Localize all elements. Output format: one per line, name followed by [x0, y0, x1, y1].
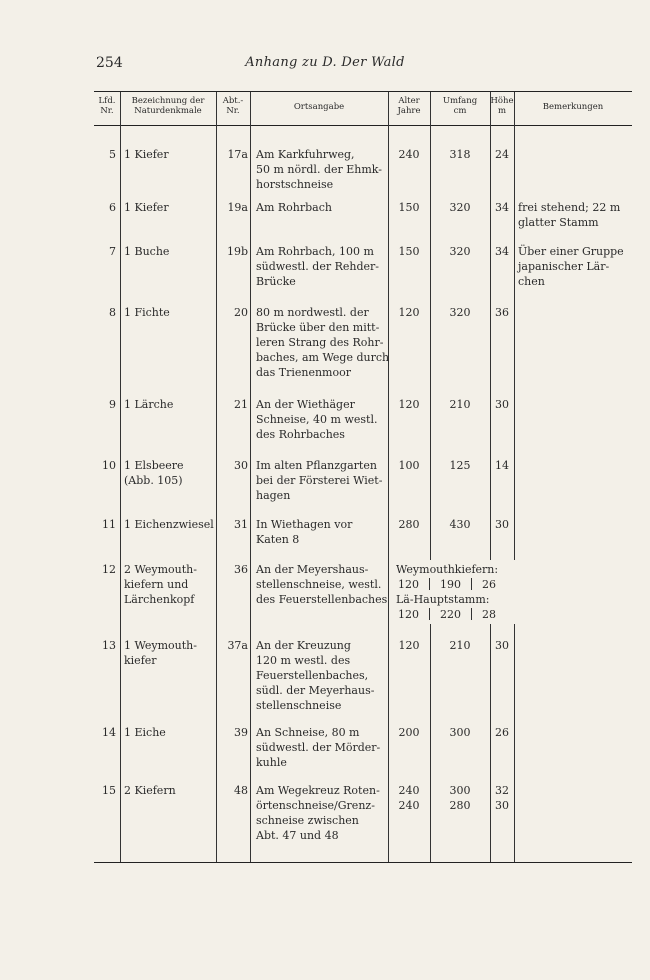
cell-ortsangabe-line: An Schneise, 80 m — [256, 726, 360, 739]
cell-ortsangabe-line: Abt. 47 und 48 — [256, 829, 339, 842]
cell-ortsangabe-line: In Wiethagen vor — [256, 518, 353, 531]
row-number-line: 11 — [102, 518, 116, 531]
page-number: 254 — [96, 55, 123, 71]
cell-bezeichnung — [124, 725, 216, 740]
cell-bemerkungen-line: japanischer Lär- — [518, 260, 610, 273]
row-number — [94, 517, 116, 532]
cell-umfang — [430, 783, 490, 813]
row-number — [94, 783, 116, 798]
cell-umfang-line: 320 — [449, 245, 471, 258]
cell-hoehe — [490, 244, 514, 259]
cell-hoehe — [490, 517, 514, 532]
cell-ortsangabe-line: Am Karkfuhrweg, — [256, 148, 355, 161]
cell-alter — [388, 397, 430, 412]
cell-alter-line: 240 — [398, 148, 420, 161]
cell-alter-line: 200 — [398, 726, 420, 739]
cell-abt — [218, 200, 248, 215]
cell-ortsangabe-line: des Rohrbaches — [256, 428, 345, 441]
cell-hoehe-line: 14 — [495, 459, 509, 472]
cell-alter — [388, 458, 430, 473]
cell-hoehe-line: 26 — [495, 726, 509, 739]
row-number-line: 12 — [102, 563, 116, 576]
cell-umfang — [430, 147, 490, 162]
cell-alter — [388, 517, 430, 532]
cell-umfang-line: 210 — [449, 398, 471, 411]
span-values — [398, 607, 496, 622]
cell-umfang-line: 125 — [449, 459, 471, 472]
cell-ortsangabe-line: baches, am Wege durch — [256, 351, 390, 364]
cell-ortsangabe-line: kuhle — [256, 756, 287, 769]
monument-table — [94, 91, 632, 863]
cell-bezeichnung-line: 1 Kiefer — [124, 148, 169, 161]
running-head: Anhang zu D. Der Wald — [245, 55, 405, 70]
cell-bemerkungen — [518, 200, 630, 230]
cell-alter — [388, 244, 430, 259]
cell-umfang-line: 318 — [449, 148, 471, 161]
header-lfd: Lfd. Nr. — [98, 96, 116, 116]
cell-ortsangabe-line: südwestl. der Mörder- — [256, 741, 381, 754]
cell-ortsangabe-line: Katen 8 — [256, 533, 300, 546]
header-bemerkungen: Bemerkungen — [542, 102, 604, 112]
cell-alter — [388, 200, 430, 215]
cell-ortsangabe-line: 80 m nordwestl. der — [256, 306, 369, 319]
cell-abt — [218, 458, 248, 473]
cell-bezeichnung-line: 2 Kiefern — [124, 784, 176, 797]
cell-ortsangabe-line: örtenschneise/Grenz- — [256, 799, 375, 812]
column-rule — [250, 92, 251, 862]
header-rule — [94, 125, 632, 126]
cell-umfang — [430, 244, 490, 259]
cell-umfang — [430, 397, 490, 412]
value-separator — [429, 608, 430, 620]
row-number-line: 6 — [109, 201, 116, 214]
header-bezeichnung: Bezeichnung der Naturdenkmale — [131, 96, 205, 116]
cell-alter — [388, 638, 430, 653]
cell-alter — [388, 725, 430, 740]
cell-bemerkungen-line: glatter Stamm — [518, 216, 599, 229]
row-number-line: 5 — [109, 148, 116, 161]
cell-abt — [218, 638, 248, 653]
cell-bezeichnung-line: 2 Weymouth- — [124, 563, 197, 576]
cell-ortsangabe-line: schneise zwischen — [256, 814, 359, 827]
row-number — [94, 147, 116, 162]
cell-bezeichnung — [124, 200, 216, 215]
cell-ortsangabe-line: stellenschneise — [256, 699, 342, 712]
row-number — [94, 458, 116, 473]
cell-abt-line: 31 — [234, 518, 248, 531]
cell-ortsangabe-line: südwestl. der Rehder- — [256, 260, 379, 273]
cell-ortsangabe-line: 50 m nördl. der Ehmk- — [256, 163, 382, 176]
header-abt: Abt.- Nr. — [222, 96, 244, 116]
cell-bezeichnung-line: (Abb. 105) — [124, 474, 183, 487]
row-number — [94, 244, 116, 259]
cell-hoehe — [490, 458, 514, 473]
cell-bezeichnung-line: 1 Lärche — [124, 398, 174, 411]
cell-ortsangabe — [256, 517, 386, 547]
span-value: 120 — [398, 578, 419, 591]
cell-ortsangabe — [256, 244, 386, 289]
cell-umfang-line: 320 — [449, 201, 471, 214]
cell-ortsangabe-line: Schneise, 40 m westl. — [256, 413, 378, 426]
cell-hoehe-line: 36 — [495, 306, 509, 319]
cell-ortsangabe-line: Im alten Pflanzgarten — [256, 459, 377, 472]
cell-ortsangabe-line: Am Rohrbach, 100 m — [256, 245, 374, 258]
cell-hoehe — [490, 638, 514, 653]
row-number-line: 8 — [109, 306, 116, 319]
cell-abt — [218, 562, 248, 577]
span-heading: Weymouthkiefern: — [396, 563, 499, 576]
row-number-line: 7 — [109, 245, 116, 258]
value-separator — [429, 578, 430, 590]
cell-alter-line: 150 — [398, 245, 420, 258]
cell-hoehe-line: 32 — [495, 784, 509, 797]
span-heading: Lä-Hauptstamm: — [396, 593, 490, 606]
cell-ortsangabe-line: An der Wiethäger — [256, 398, 355, 411]
cell-umfang — [430, 458, 490, 473]
cell-bezeichnung — [124, 638, 216, 668]
cell-bezeichnung-line: 1 Fichte — [124, 306, 170, 319]
value-separator — [471, 578, 472, 590]
cell-abt-line: 30 — [234, 459, 248, 472]
cell-alter-line: 240 — [398, 784, 420, 797]
row-number — [94, 200, 116, 215]
value-separator — [471, 608, 472, 620]
cell-abt — [218, 147, 248, 162]
row-number — [94, 305, 116, 320]
cell-ortsangabe — [256, 725, 386, 770]
cell-ortsangabe-line: An der Kreuzung — [256, 639, 351, 652]
cell-ortsangabe-line: leren Strang des Rohr- — [256, 336, 384, 349]
cell-bemerkungen-line: chen — [518, 275, 545, 288]
cell-bezeichnung — [124, 397, 216, 412]
cell-ortsangabe-line: das Trienenmoor — [256, 366, 351, 379]
cell-bezeichnung-line: 1 Elsbeere — [124, 459, 184, 472]
cell-hoehe-line: 30 — [495, 799, 509, 812]
cell-alter — [388, 305, 430, 320]
span-value: 28 — [482, 608, 496, 621]
cell-ortsangabe-line: südl. der Meyerhaus- — [256, 684, 375, 697]
column-rule — [120, 92, 121, 862]
cell-umfang-line: 210 — [449, 639, 471, 652]
cell-abt — [218, 244, 248, 259]
cell-umfang-line: 430 — [449, 518, 471, 531]
cell-abt — [218, 305, 248, 320]
cell-umfang — [430, 638, 490, 653]
cell-ortsangabe-line: Feuerstellenbaches, — [256, 669, 369, 682]
cell-umfang — [430, 725, 490, 740]
row-number-line: 15 — [102, 784, 116, 797]
header-hoehe: Höhe m — [490, 96, 514, 116]
cell-ortsangabe-line: des Feuerstellenbaches — [256, 593, 388, 606]
cell-alter-line: 150 — [398, 201, 420, 214]
cell-umfang-line: 320 — [449, 306, 471, 319]
span-value: 120 — [398, 608, 419, 621]
span-value: 26 — [482, 578, 496, 591]
row-number-line: 13 — [102, 639, 116, 652]
cell-hoehe-line: 30 — [495, 398, 509, 411]
cell-ortsangabe — [256, 397, 386, 442]
column-rule — [216, 92, 217, 862]
cell-bezeichnung-line: kiefer — [124, 654, 157, 667]
cell-ortsangabe-line: bei der Försterei Wiet- — [256, 474, 383, 487]
cell-ortsangabe — [256, 458, 386, 503]
cell-alter-line: 120 — [398, 306, 420, 319]
cell-hoehe — [490, 397, 514, 412]
cell-hoehe — [490, 200, 514, 215]
column-rule — [514, 92, 515, 862]
cell-bezeichnung-line: 1 Eiche — [124, 726, 166, 739]
span-value: 220 — [440, 608, 461, 621]
cell-bemerkungen — [518, 244, 630, 289]
cell-ortsangabe — [256, 783, 386, 843]
cell-bezeichnung-line: Lärchenkopf — [124, 593, 195, 606]
span-values — [398, 577, 496, 592]
cell-hoehe — [490, 305, 514, 320]
cell-abt — [218, 725, 248, 740]
cell-abt-line: 48 — [234, 784, 248, 797]
cell-abt-line: 37a — [227, 639, 248, 652]
cell-bezeichnung-line: 1 Kiefer — [124, 201, 169, 214]
cell-hoehe-line: 34 — [495, 245, 509, 258]
cell-umfang-line: 280 — [449, 799, 471, 812]
cell-alter — [388, 783, 430, 813]
cell-ortsangabe — [256, 305, 390, 380]
cell-abt — [218, 783, 248, 798]
row-number-line: 9 — [109, 398, 116, 411]
header-umfang: Umfang cm — [442, 96, 478, 116]
cell-bezeichnung — [124, 458, 216, 488]
cell-alter-line: 100 — [398, 459, 420, 472]
cell-alter — [388, 147, 430, 162]
cell-abt-line: 17a — [227, 148, 248, 161]
cell-ortsangabe-line: An der Meyershaus- — [256, 563, 369, 576]
cell-umfang-line: 300 — [449, 726, 471, 739]
header-alter: Alter Jahre — [397, 96, 421, 116]
cell-umfang-line: 300 — [449, 784, 471, 797]
span-value: 190 — [440, 578, 461, 591]
cell-bezeichnung-line: 1 Eichenzwiesel — [124, 518, 214, 531]
cell-ortsangabe — [256, 562, 386, 607]
cell-umfang — [430, 517, 490, 532]
cell-alter-line: 120 — [398, 639, 420, 652]
cell-bezeichnung — [124, 147, 216, 162]
cell-alter-line: 120 — [398, 398, 420, 411]
cell-alter-line: 240 — [398, 799, 420, 812]
cell-abt-line: 21 — [234, 398, 248, 411]
cell-hoehe-line: 24 — [495, 148, 509, 161]
cell-umfang — [430, 305, 490, 320]
cell-ortsangabe-line: Am Wegekreuz Roten- — [256, 784, 380, 797]
cell-alter-line: 280 — [398, 518, 420, 531]
row-number-line: 10 — [102, 459, 116, 472]
cell-hoehe-line: 34 — [495, 201, 509, 214]
cell-ortsangabe-line: hagen — [256, 489, 291, 502]
cell-abt — [218, 397, 248, 412]
cell-ortsangabe — [256, 638, 386, 713]
cell-hoehe — [490, 725, 514, 740]
row-number — [94, 397, 116, 412]
cell-hoehe — [490, 783, 514, 813]
cell-ortsangabe-line: Brücke über den mitt- — [256, 321, 380, 334]
row-number-line: 14 — [102, 726, 116, 739]
cell-abt — [218, 517, 248, 532]
cell-abt-line: 19a — [227, 201, 248, 214]
cell-bemerkungen-line: Über einer Gruppe — [518, 245, 624, 258]
cell-abt-line: 39 — [234, 726, 248, 739]
row-number — [94, 725, 116, 740]
cell-umfang — [430, 200, 490, 215]
cell-ortsangabe-line: Am Rohrbach — [256, 201, 332, 214]
cell-bemerkungen-line: frei stehend; 22 m — [518, 201, 621, 214]
cell-ortsangabe-line: Brücke — [256, 275, 296, 288]
cell-abt-line: 20 — [234, 306, 248, 319]
cell-bezeichnung-line: 1 Weymouth- — [124, 639, 197, 652]
cell-ortsangabe-line: horstschneise — [256, 178, 334, 191]
cell-bezeichnung-line: 1 Buche — [124, 245, 170, 258]
cell-ortsangabe-line: 120 m westl. des — [256, 654, 351, 667]
cell-bezeichnung — [124, 783, 216, 798]
cell-abt-line: 19b — [226, 245, 248, 258]
cell-ortsangabe-line: stellenschneise, westl. — [256, 578, 382, 591]
cell-bezeichnung — [124, 562, 216, 607]
row-number — [94, 638, 116, 653]
row-number — [94, 562, 116, 577]
cell-hoehe-line: 30 — [495, 518, 509, 531]
cell-bezeichnung — [124, 244, 216, 259]
cell-ortsangabe — [256, 147, 386, 192]
cell-bezeichnung-line: kiefern und — [124, 578, 189, 591]
header-ortsangabe: Ortsangabe — [293, 102, 345, 112]
cell-hoehe — [490, 147, 514, 162]
cell-bezeichnung — [124, 517, 216, 532]
cell-hoehe-line: 30 — [495, 639, 509, 652]
cell-bezeichnung — [124, 305, 216, 320]
cell-abt-line: 36 — [234, 563, 248, 576]
cell-ortsangabe — [256, 200, 386, 215]
